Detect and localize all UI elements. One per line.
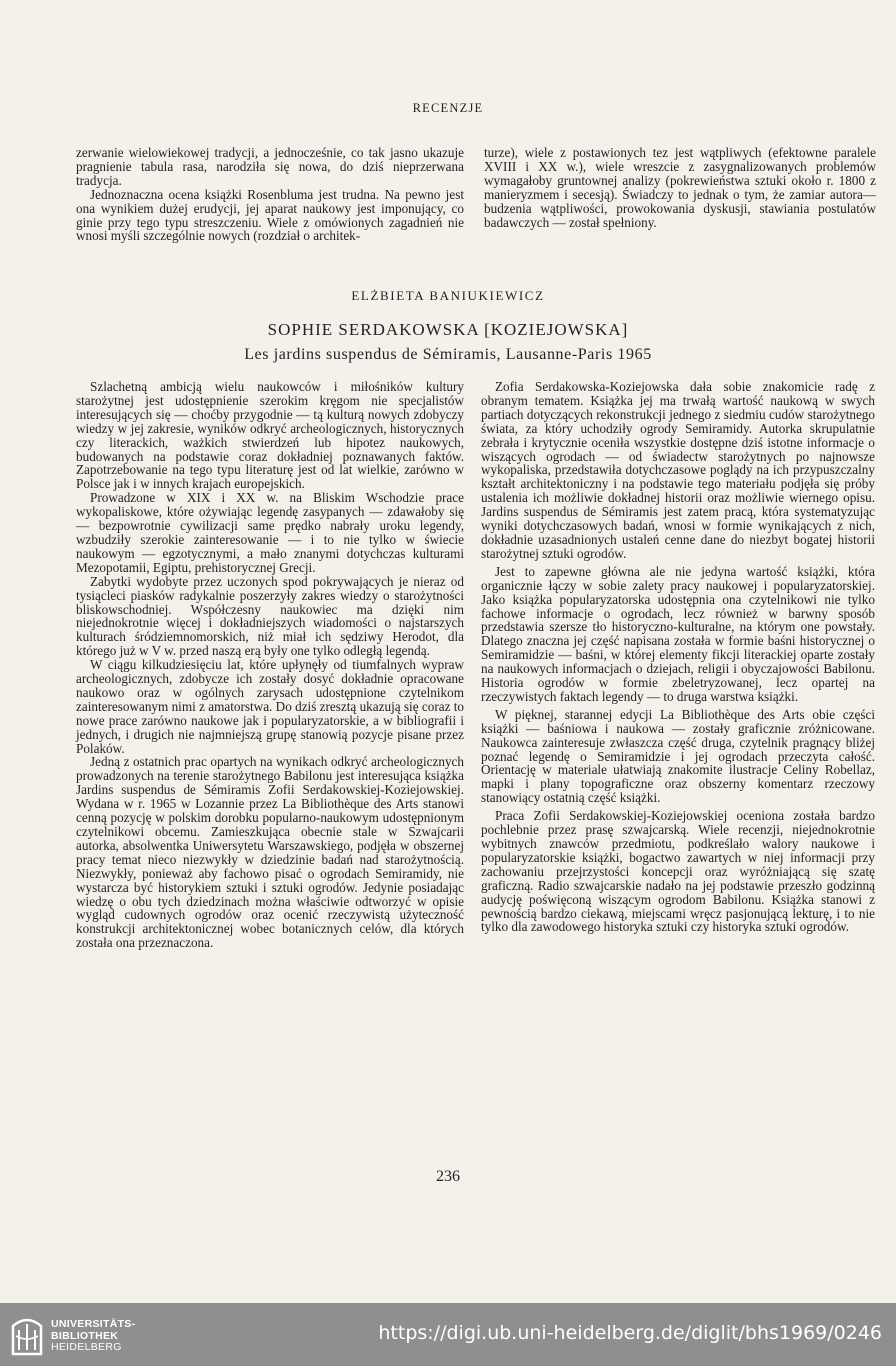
review-right-column	[481, 380, 875, 934]
page-number: 236	[436, 1168, 460, 1185]
paragraph: Zabytki wydobyte przez uczonych spod pokrywających je nieraz od tysiącleci piasków radykalnie poszerzyły zakres wiedzy o starożytności bliskowschodniej. Współczesny naukowiec ma dzięki nim niejednokrotnie więcej i dokładniejszych wiadomości o najstarszych kulturach śródziemnomorskich, niż miał ich sędziwy Herodot, dla którego już w V w. przed naszą erą były one tylko odległą legendą.	[76, 573, 464, 659]
paragraph: Jedną z ostatnich prac opartych na wynikach odkryć archeologicznych prowadzonych na terenie starożytnego Babilonu jest interesująca książka Jardins suspendus de Sémiramis Zofii Serdakowskiej-Koziejowskiej. Wydana w r. 1965 w Lozannie przez La Bibliothèque des Arts stanowi cenną pozycję w polskim dorobku popularno-naukowym udostępnionym czytelnikowi obcemu. Zamieszkująca obecnie stale w Szwajcarii autorka, absolwentka Uniwersytetu Warszawskiego, podjęła w obszernej pracy temat nieco niezwykły w dziedzinie badań nad starożytnością. Niezwykły, ponieważ aby fachowo pisać o ogrodach Semiramidy, nie wystarcza być historykiem sztuki i sztuki ogrodów. Jedynie posiadając wiedzę o obu tych dziedzinach można właściwie odtworzyć w opisie wygląd cudownych ogrodów oraz ocenić rzeczywistą użyteczność konstrukcji architektonicznej wobec botanicznych celów, dla których została ona przeznaczona.	[76, 754, 464, 951]
paragraph: Prowadzone w XIX i XX w. na Bliskim Wschodzie prace wykopaliskowe, które ożywiając legendę zasypanych — zdawałoby się — bezpowrotnie cywilizacji same prędko nabrały uroku legendy, wzbudziły szerokie zainteresowanie — i to nie tylko w świecie naukowym — egzotycznymi, a mało znanymi dotychczas kulturami Mezopotamii, Egiptu, prehistorycznej Grecji.	[76, 490, 464, 575]
paragraph: Szlachetną ambicją wielu naukowców i miłośników kultury starożytnej jest udostępnienie szerokim kręgom nie specjalistów interesujących się — choćby przygodnie — tą kulturą nowych zdobyczy wiedzy w jej zakresie, wyników odkryć archeologicznych, historycznych czy literackich, ważkich stwierdzeń lub hipotez naukowych, budowanych na podstawie coraz dokładniej poznawanych faktów. Zapotrzebowanie na tego typu literaturę jest od lat wielkie, zarówno w Polsce jak i w innych krajach europejskich.	[76, 379, 464, 492]
paragraph: W ciągu kilkudziesięciu lat, które upłynęły od tiumfalnych wypraw archeologicznych, zdobycze ich zostały dosyć dokładnie opracowane naukowo oraz w ogólnych zarysach udostępnione czytelnikom zainteresowanym nimi z amatorstwa. Do dziś zresztą ukazują się coraz to nowe prace zarówno naukowe jak i popularyzatorskie, a w bibliografii i jednych, i drugich nie najmniejszą grupę stanowią pozycje pisane przez Polaków.	[76, 657, 464, 756]
book-author-heading: SOPHIE SERDAKOWSKA [KOZIEJOWSKA]	[267, 320, 629, 339]
paragraph: zerwanie wielowiekowej tradycji, a jednocześnie, co tak jasno ukazuje pragnienie tabula rasa, narodziła się nowa, do dziś nieprzerwana tradycja.	[76, 145, 464, 188]
logo-line: BIBLIOTHEK	[51, 1329, 119, 1342]
book-title-heading: Les jardins suspendus de Sémiramis, Lausanne-Paris 1965	[244, 346, 652, 363]
paragraph: Zofia Serdakowska-Koziejowska dała sobie znakomicie radę z obranym tematem. Książka jej ma trwałą wartość naukową w swych partiach dotyczących rekonstrukcji jednego z siedmiu cudów starożytnego świata, za który uchodziły ogrody Semiramidy. Autorka skrupulatnie zebrała i krytycznie oceniła wszystkie dostępne dziś istotne informacje o wiszących ogrodach — od świadectw starożytnych po najnowsze wykopaliska, przedstawiła dotychczasowe poglądy na ich przypuszczalny kształt architektoniczny i na podstawie tego materiału podjęła się próby ustalenia ich możliwie dokładnej historii oraz możliwie wiernego opisu. Jardins suspendus de Sémiramis jest zatem pracą, która systematyzując wyniki dotychczasowych badań, wnosi w formie wynikających z nich, dokładnie uzasadnionych ustaleń cenne dane do niezbyt bogatej historii starożytnej sztuki ogrodów.	[481, 379, 875, 561]
paragraph: Praca Zofii Serdakowskiej-Koziejowskiej oceniona została bardzo pochlebnie przez prasę szwajcarską. Wiele recenzji, niejednokrotnie wybitnych znawców przedmiotu, podkreślało walory naukowe i popularyzatorskie książki, bogactwo zawartych w niej informacji przy zachowaniu przejrzystości koncepcji oraz wyróżniającą się szatę graficzną. Radio szwajcarskie nadało na jej podstawie przeszło godzinną audycję poświęconą wiszącym ogrodom Babilonu. Książka stanowi z pewnością bardzo ciekawą, miejscami wręcz pasjonującą lekturę, i to nie tylko dla zawodowego historyka sztuki czy historyka sztuki ogrodów.	[481, 808, 875, 935]
logo-line: HEIDELBERG	[51, 1341, 122, 1353]
permalink-url[interactable]: https://digi.ub.uni-heidelberg.de/diglit/bhs1969/0246	[378, 1322, 882, 1344]
university-seal-icon	[9, 1312, 45, 1358]
reviewer-signature: ELŻBIETA BANIUKIEWICZ	[351, 288, 545, 303]
paragraph: W pięknej, starannej edycji La Bibliothèque des Arts obie części książki — baśniowa i naukowa — zostały graficznie zróżnicowane. Naukowca zainteresuje zwłaszcza część druga, czytelnik pragnący bliżej poznać legendę o Semiramidzie i jej ogrodach przeczyta całość. Orientację w materiale ułatwiają znakomite ilustracje Celiny Robellaz, mapki i plany topograficzne oraz obszerny komentarz rzeczowy stanowiący ostatnią część książki.	[481, 706, 875, 806]
previous-review-right-column	[484, 146, 876, 229]
running-head: RECENZJE	[412, 101, 484, 115]
library-footer-bar	[0, 1303, 896, 1366]
previous-review-left-column	[76, 146, 464, 243]
paragraph: Jednoznaczna ocena książki Rosenbluma jest trudna. Na pewno jest ona wynikiem dużej erudycji, jej aparat naukowy jest imponujący, co ginie przy tego typu streszczeniu. Wiele z omówionych zagadnień nie wnosi myśli szczególnie nowych (rozdział o architek-	[76, 186, 464, 244]
logo-line: UNIVERSITÄTS-	[51, 1318, 136, 1330]
library-logo-text	[51, 1319, 135, 1354]
review-left-column	[76, 380, 464, 950]
paragraph: Jest to zapewne główna ale nie jedyna wartość książki, która organicznie łączy w sobie zalety pracy naukowej i popularyzatorskiej. Jako książka popularyzatorska udostępnia ona czytelnikowi nie tylko fachowe informacje o ogrodach, lecz również w barwny sposób przedstawia szersze tło historyczno-kulturalne, na którym one powstały. Dlatego znaczna jej część napisana została w formie baśni historycznej o Semiramidzie — baśni, w której elementy fikcji literackiej oparte zostały na naukowych informacjach o dziejach, religii i obyczajowości Babilonu. Historia ogrodów w formie zbeletryzowanej, lecz opartej na rzeczywistych faktach legendy — to druga warstwa książki.	[481, 563, 875, 704]
paragraph: turze), wiele z postawionych tez jest wątpliwych (efektowne paralele XVIII i XX w.), wiele wreszcie z zasygnalizowanych problemów wymagałoby gruntownej analizy (pokrewieństwa sztuki około r. 1800 z manieryzmem i secesją). Świadczy to jednak o tym, że zamiar autora— budzenia wątpliwości, prowokowania dyskusji, stawiania postulatów badawczych — został spełniony.	[484, 145, 876, 230]
